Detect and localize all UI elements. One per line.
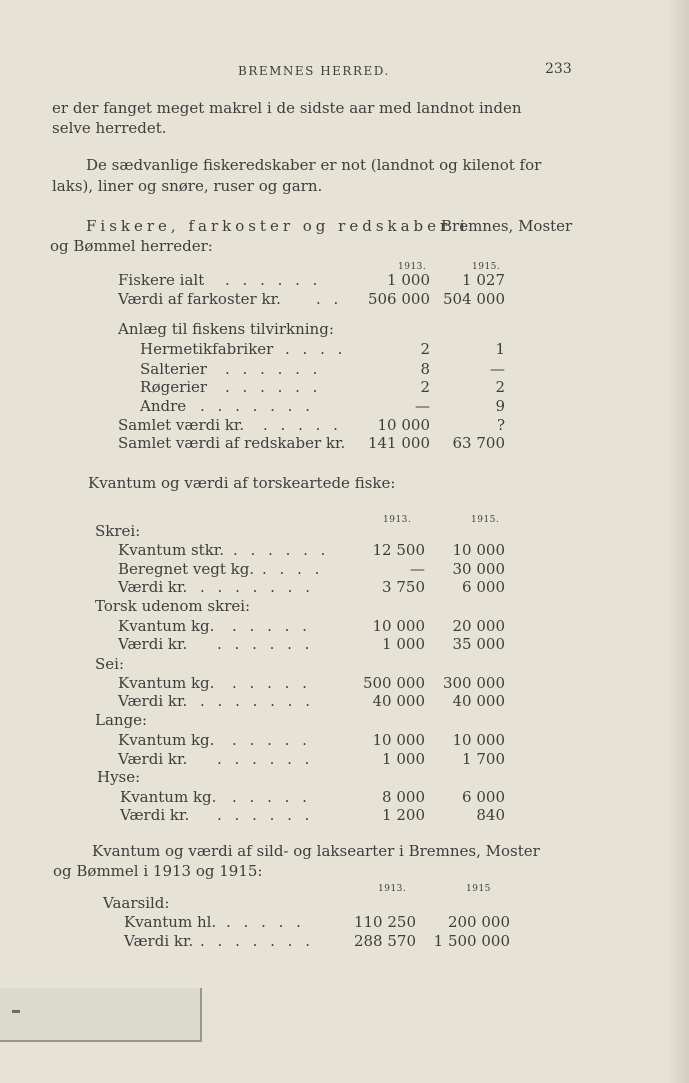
leader-dots: . . . . . . . bbox=[200, 578, 314, 596]
row-label: Fiskere ialt bbox=[118, 271, 205, 289]
leader-dots: . . . . . bbox=[226, 913, 305, 931]
value-1913: 40 000 bbox=[372, 692, 425, 710]
row-label: Andre bbox=[140, 397, 187, 415]
value-1913: 2 bbox=[420, 340, 430, 358]
intro-line: selve herredet. bbox=[52, 119, 167, 137]
intro-line: er der fanget meget makrel i de sidste aar med landnot inden bbox=[52, 99, 522, 117]
value-1913: 1 000 bbox=[382, 635, 425, 653]
leader-dots: . . . . . bbox=[232, 731, 311, 749]
column-header-1915: 1915. bbox=[471, 515, 500, 525]
value-1915: 1 bbox=[495, 340, 505, 358]
value-1915: 840 bbox=[476, 806, 505, 824]
row-label: Værdi kr. bbox=[120, 806, 190, 824]
leader-dots: . . . . . bbox=[232, 788, 311, 806]
value-1915: 63 700 bbox=[452, 434, 505, 452]
paper-tab-mark bbox=[0, 988, 202, 1042]
leader-dots: . . . . . bbox=[263, 416, 342, 434]
value-1913: 3 750 bbox=[382, 578, 425, 596]
leader-dots: . . . . . . . bbox=[200, 692, 314, 710]
value-1913: 1 000 bbox=[382, 750, 425, 768]
leader-dots: . . . . . bbox=[232, 674, 311, 692]
value-1915: 1 500 000 bbox=[433, 932, 510, 950]
value-1913: 10 000 bbox=[372, 731, 425, 749]
row-label: Værdi kr. bbox=[118, 635, 188, 653]
section-heading-line2: og Bømmel herreder: bbox=[50, 237, 213, 255]
value-1915: 20 000 bbox=[452, 617, 505, 635]
leader-dots: . . . . . . . bbox=[200, 397, 314, 415]
value-1915: 10 000 bbox=[452, 731, 505, 749]
row-label: Værdi kr. bbox=[124, 932, 194, 950]
row-label: Kvantum kg. bbox=[118, 731, 215, 749]
page-edge-shadow bbox=[667, 0, 689, 1083]
row-label: Værdi kr. bbox=[118, 750, 188, 768]
column-header-1913: 1913. bbox=[398, 262, 427, 272]
value-1913: 2 bbox=[420, 378, 430, 396]
value-1915: 1 027 bbox=[462, 271, 505, 289]
value-1915: 30 000 bbox=[452, 560, 505, 578]
group-heading: Skrei: bbox=[95, 522, 141, 540]
page-number: 233 bbox=[545, 61, 572, 77]
value-1913: 8 000 bbox=[382, 788, 425, 806]
row-label: Kvantum kg. bbox=[118, 617, 215, 635]
section-heading: Fiskere, farkoster og redskaber i bbox=[86, 217, 469, 235]
row-label: Salterier bbox=[140, 360, 207, 378]
value-1913: 110 250 bbox=[353, 913, 416, 931]
column-header-1915: 1915 bbox=[466, 884, 491, 894]
row-label: Røgerier bbox=[140, 378, 208, 396]
group-heading: Sei: bbox=[95, 655, 125, 673]
value-1915: 10 000 bbox=[452, 541, 505, 559]
value-1915: 504 000 bbox=[442, 290, 505, 308]
value-1915: ? bbox=[496, 416, 505, 434]
leader-dots: . . . . . . bbox=[225, 378, 322, 396]
row-label: Kvantum hl. bbox=[124, 913, 217, 931]
row-label: Værdi af farkoster kr. bbox=[118, 290, 281, 308]
section-heading-line2: og Bømmel i 1913 og 1915: bbox=[53, 862, 263, 880]
group-heading: Hyse: bbox=[97, 768, 141, 786]
leader-dots: . . . . bbox=[285, 340, 347, 358]
value-1913: 1 000 bbox=[387, 271, 430, 289]
value-1913: 500 000 bbox=[362, 674, 425, 692]
value-1913: 12 500 bbox=[372, 541, 425, 559]
value-1913: 8 bbox=[420, 360, 430, 378]
value-1913: 1 200 bbox=[382, 806, 425, 824]
section-heading: Kvantum og værdi af torskeartede fiske: bbox=[88, 474, 396, 492]
value-1915: 9 bbox=[495, 397, 505, 415]
value-1915: 2 bbox=[495, 378, 505, 396]
row-label: Værdi kr. bbox=[118, 578, 188, 596]
paragraph-line: laks), liner og snøre, ruser og garn. bbox=[52, 177, 323, 195]
section-heading: Kvantum og værdi af sild- og laksearter i Bremnes, Moster bbox=[92, 842, 540, 860]
row-label: Beregnet vegt kg. bbox=[118, 560, 255, 578]
column-header-1913: 1913. bbox=[378, 884, 407, 894]
group-heading: Vaarsild: bbox=[103, 894, 170, 912]
value-1915: 200 000 bbox=[447, 913, 510, 931]
row-label: Værdi kr. bbox=[118, 692, 188, 710]
subheading: Anlæg til fiskens tilvirkning: bbox=[118, 320, 334, 338]
leader-dots: . . . . . . bbox=[225, 271, 322, 289]
value-1915: 300 000 bbox=[442, 674, 505, 692]
leader-dots: . . . . . . bbox=[233, 541, 330, 559]
leader-dots: . . . . . . bbox=[225, 360, 322, 378]
value-1913: — bbox=[410, 560, 425, 578]
row-label: Hermetikfabriker bbox=[140, 340, 274, 358]
row-label: Samlet værdi af redskaber kr. bbox=[118, 434, 346, 452]
row-label: Kvantum stkr. bbox=[118, 541, 225, 559]
value-1915: 6 000 bbox=[462, 578, 505, 596]
dash-mark bbox=[12, 1010, 20, 1013]
value-1915: 35 000 bbox=[452, 635, 505, 653]
leader-dots: . . . . . bbox=[232, 617, 311, 635]
leader-dots: . . . . . . bbox=[217, 635, 314, 653]
value-1913: 10 000 bbox=[377, 416, 430, 434]
running-header: BREMNES HERRED. bbox=[238, 64, 390, 78]
column-header-1915: 1915. bbox=[472, 262, 501, 272]
value-1913: — bbox=[415, 397, 430, 415]
value-1913: 10 000 bbox=[372, 617, 425, 635]
leader-dots: . . . . . . bbox=[217, 750, 314, 768]
row-label: Kvantum kg. bbox=[118, 674, 215, 692]
column-header-1913: 1913. bbox=[383, 515, 412, 525]
section-heading-rest: Bremnes, Moster bbox=[441, 217, 573, 235]
value-1915: — bbox=[490, 360, 505, 378]
value-1913: 506 000 bbox=[367, 290, 430, 308]
group-heading: Torsk udenom skrei: bbox=[95, 597, 251, 615]
leader-dots: . . . . . . bbox=[217, 806, 314, 824]
paragraph-line: De sædvanlige fiskeredskaber er not (landnot og kilenot for bbox=[86, 156, 542, 174]
value-1913: 288 570 bbox=[353, 932, 416, 950]
value-1915: 6 000 bbox=[462, 788, 505, 806]
row-label: Kvantum kg. bbox=[120, 788, 217, 806]
value-1915: 40 000 bbox=[452, 692, 505, 710]
leader-dots: . . . . . . . bbox=[200, 932, 314, 950]
group-heading: Lange: bbox=[95, 711, 148, 729]
row-label: Samlet værdi kr. bbox=[118, 416, 245, 434]
leader-dots: . . . . bbox=[262, 560, 324, 578]
value-1913: 141 000 bbox=[367, 434, 430, 452]
value-1915: 1 700 bbox=[462, 750, 505, 768]
leader-dots: . . bbox=[316, 290, 343, 308]
